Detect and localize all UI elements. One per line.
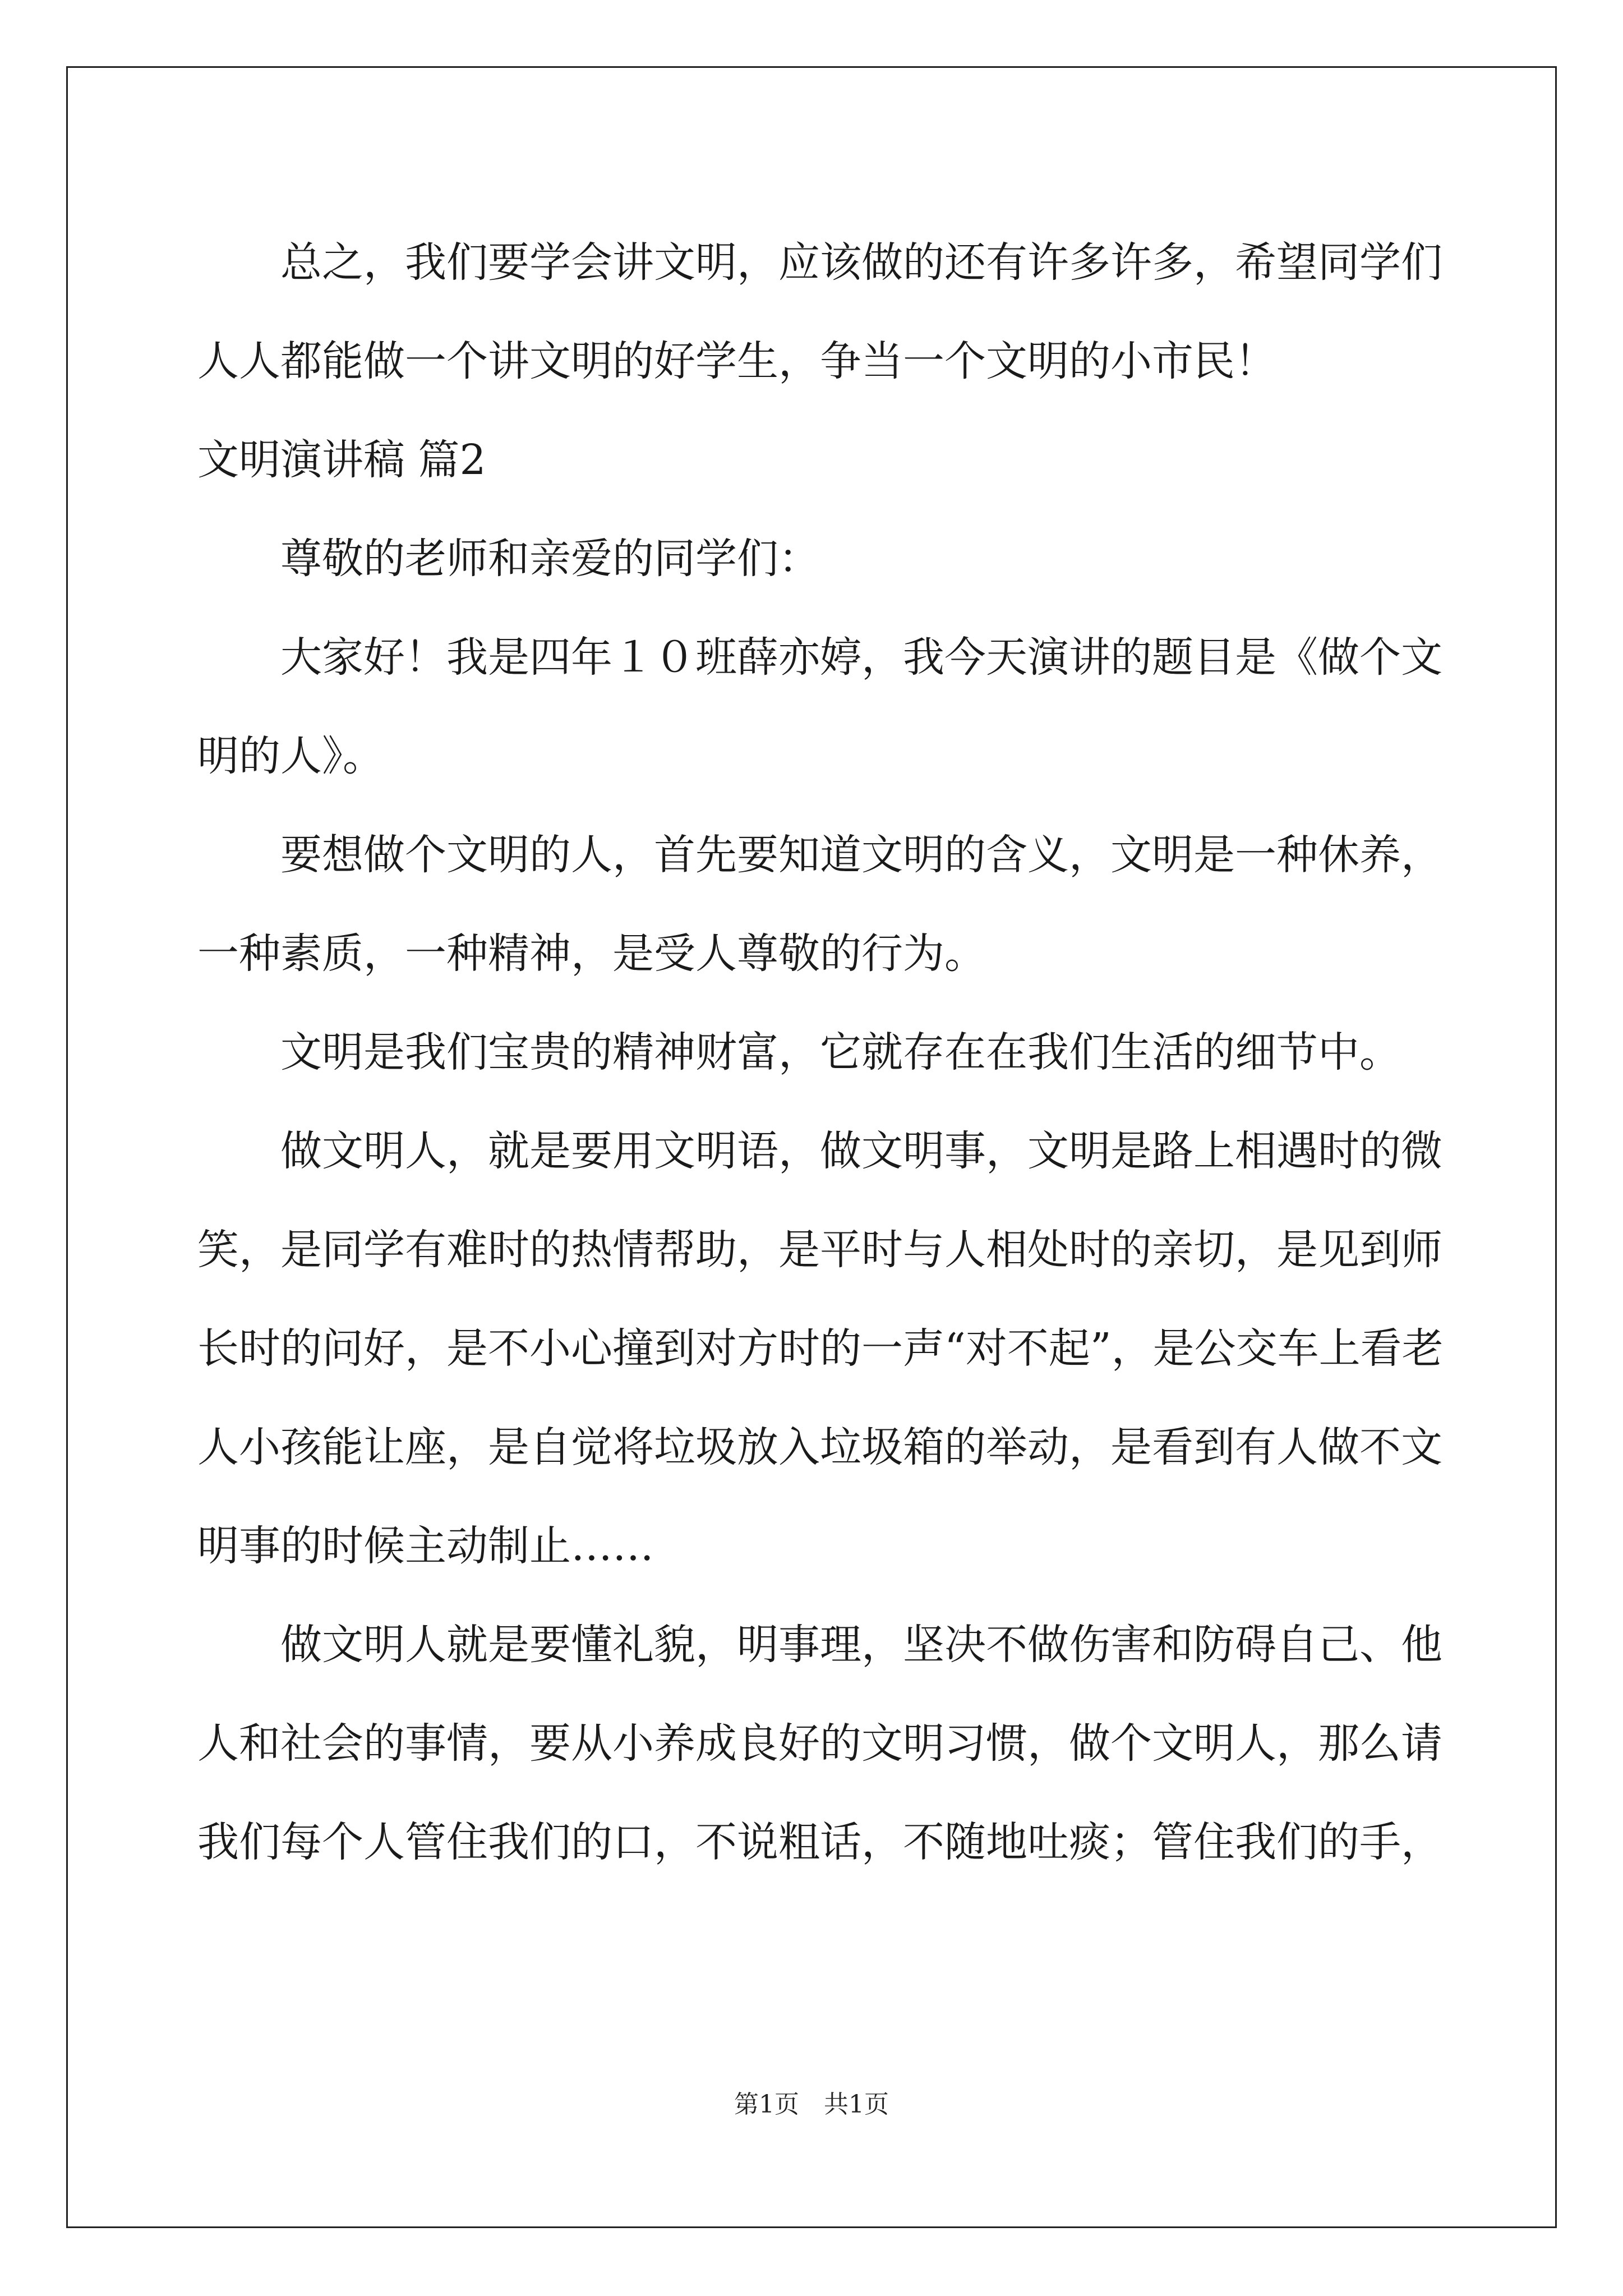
paragraph-line: 我们每个人管住我们的口，不说粗话，不随地吐痰；管住我们的手， [197, 1818, 1442, 1866]
paragraph-line: 人人都能做一个讲文明的好学生，争当一个文明的小市民！ [197, 337, 1276, 385]
paragraph-line: 一种素质，一种精神，是受人尊敬的行为。 [197, 930, 986, 978]
paragraph-line: 要想做个文明的人，首先要知道文明的含义，文明是一种休养， [280, 831, 1442, 879]
salutation-line: 尊敬的老师和亲爱的同学们： [280, 535, 820, 583]
paragraph-line: 明的人》。 [197, 732, 384, 780]
paragraph-line: 做文明人就是要懂礼貌，明事理，坚决不做伤害和防碍自己、他 [280, 1621, 1442, 1669]
section-heading: 文明演讲稿 篇2 [197, 436, 486, 484]
paragraph-line: 明事的时候主动制止…… [197, 1522, 654, 1570]
paragraph-line: 长时的问好，是不小心撞到对方时的一声“对不起”，是公交车上看老 [197, 1324, 1444, 1373]
paragraph-line: 大家好！我是四年１０班薛亦婷，我今天演讲的题目是《做个文 [280, 633, 1442, 682]
page-number-footer: 第1页 共1页 [734, 2090, 889, 2119]
paragraph-line: 人小孩能让座，是自觉将垃圾放入垃圾箱的举动，是看到有人做不文 [197, 1423, 1442, 1471]
paragraph-line: 总之，我们要学会讲文明，应该做的还有许多许多，希望同学们 [280, 238, 1442, 287]
paragraph-line: 笑，是同学有难时的热情帮助，是平时与人相处时的亲切，是见到师 [197, 1226, 1442, 1274]
paragraph-line: 做文明人，就是要用文明语，做文明事，文明是路上相遇时的微 [280, 1127, 1442, 1175]
paragraph-line: 人和社会的事情，要从小养成良好的文明习惯，做个文明人，那么请 [197, 1719, 1442, 1768]
document-body [197, 213, 1444, 1892]
paragraph-line: 文明是我们宝贵的精神财富，它就存在在我们生活的细节中。 [280, 1028, 1401, 1076]
